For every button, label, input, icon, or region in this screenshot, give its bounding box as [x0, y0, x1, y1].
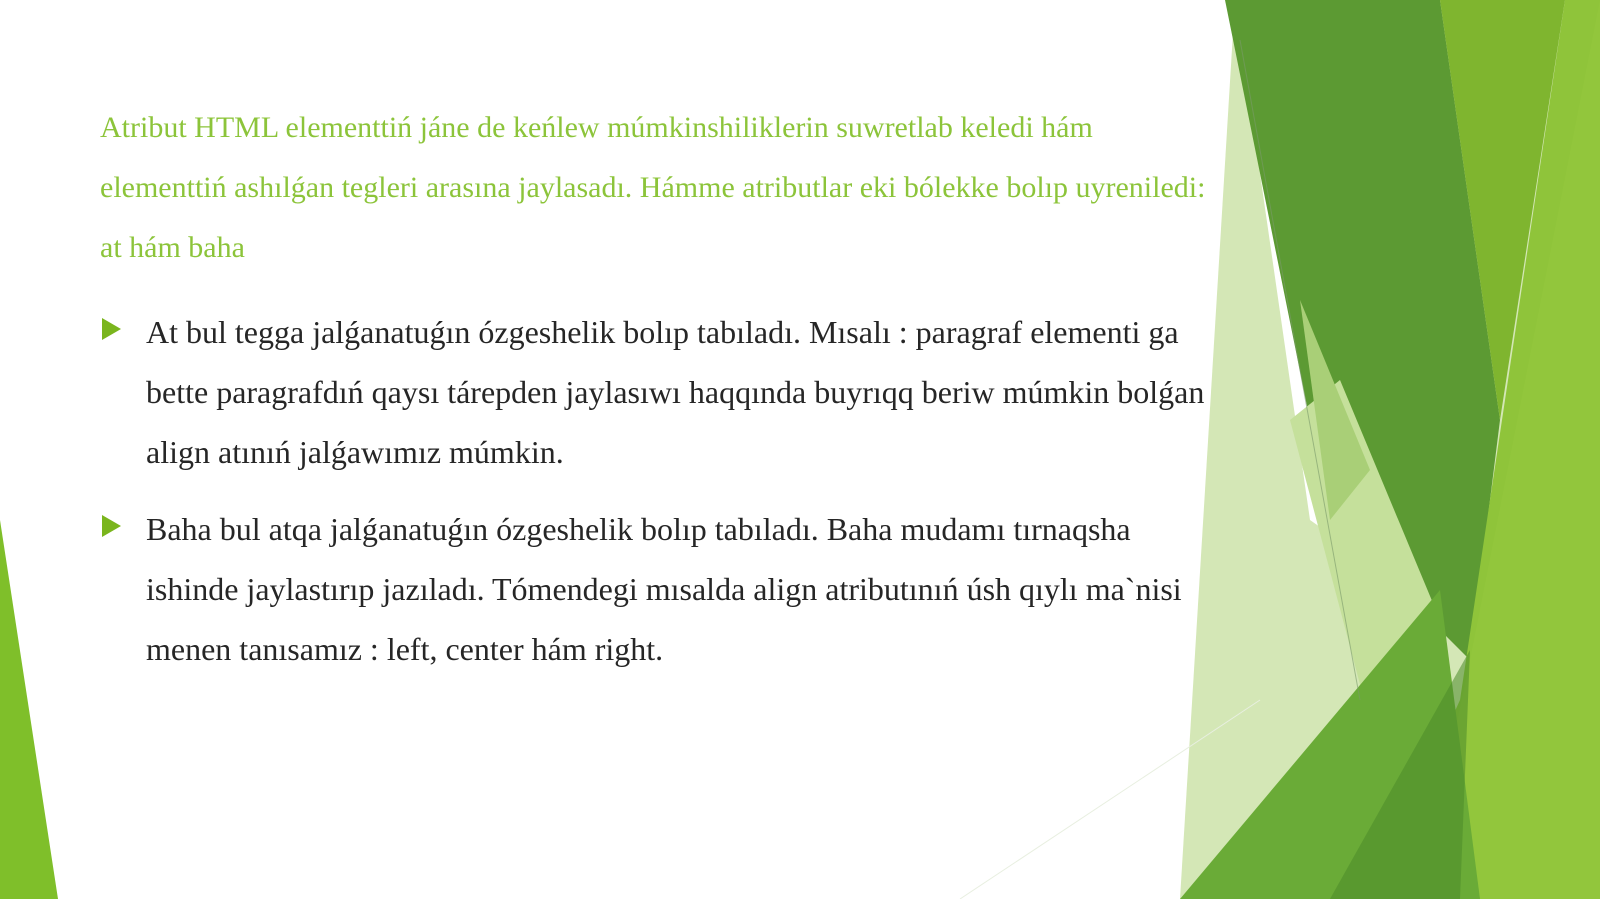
bullet-item-name	[100, 302, 1210, 482]
left-green-sliver	[0, 520, 58, 899]
bullet-text: Baha bul atqa jalǵanatuǵın ózgeshelik bolıp tabıladı. Baha mudamı tırnaqsha ishinde jaylastırıp jazıladı. Tómendegi mısalda align atributınıń úsh qıylı ma`nisi menen tanısamız : left, center hám right.	[146, 511, 1182, 667]
intro-paragraph: Atribut HTML elementtiń jáne de keńlew múmkinshiliklerin suwretlab keledi hám elementtiń ashılǵan tegleri arasına jaylasadı. Hámme atributlar eki bólekke bolıp uyreniledi: at hám baha	[100, 111, 1206, 264]
bullet-list	[100, 302, 1210, 696]
bullet-item-value	[100, 499, 1210, 679]
triangle-right-icon	[102, 318, 121, 340]
triangle-right-icon	[102, 515, 121, 537]
bullet-text: At bul tegga jalǵanatuǵın ózgeshelik bolıp tabıladı. Mısalı : paragraf elementi ga bette paragrafdıń qaysı tárepden jaylasıwı haqqında buyrıqq beriw múmkin bolǵan align atınıń jalǵawımız múmkin.	[146, 314, 1205, 470]
